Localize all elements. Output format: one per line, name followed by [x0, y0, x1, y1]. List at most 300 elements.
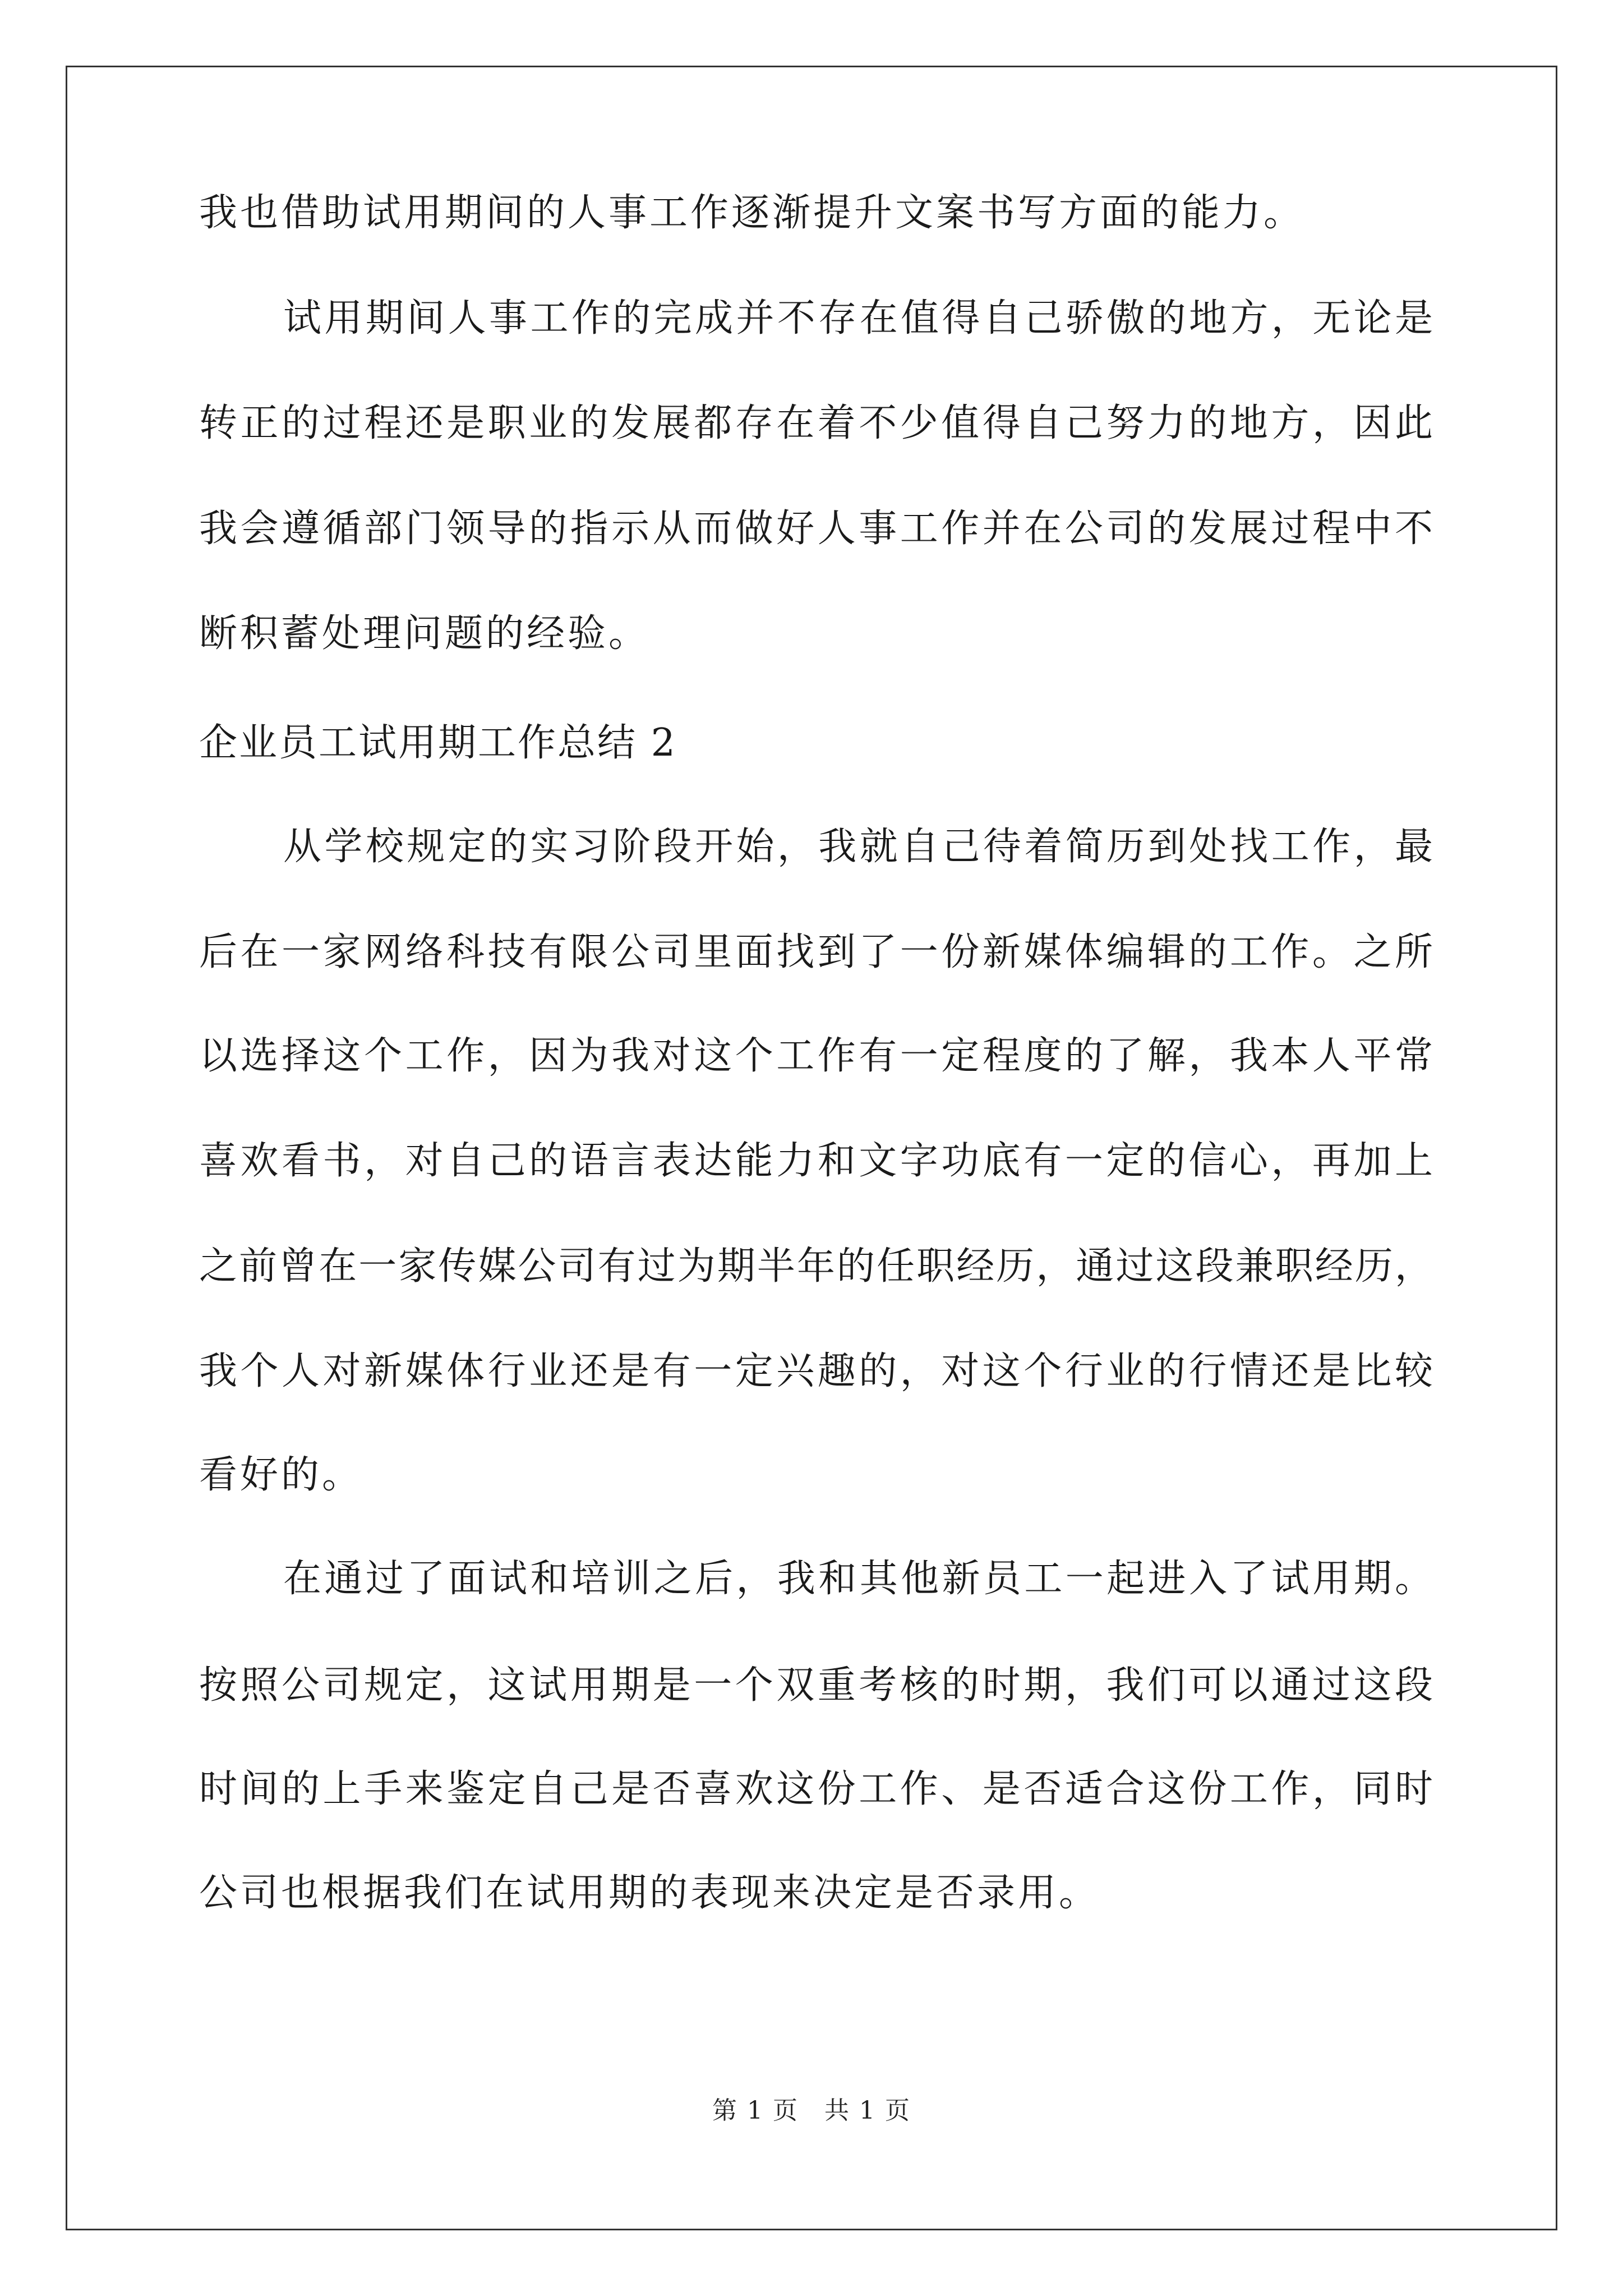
- text-line: [199, 495, 1433, 563]
- glyph: 作: [941, 507, 980, 551]
- glyph: 过: [322, 401, 361, 445]
- glyph: 一: [1065, 1557, 1104, 1601]
- glyph: 本: [1271, 1034, 1310, 1078]
- glyph: 的: [837, 1244, 875, 1289]
- glyph: 欢: [240, 1139, 279, 1183]
- glyph: 底: [982, 1139, 1021, 1183]
- text-line: 我也借助试用期间的人事工作逐渐提升文案书写方面的能力。: [199, 191, 1305, 235]
- glyph: 的: [1147, 1349, 1186, 1393]
- glyph: 试: [1271, 1557, 1310, 1601]
- glyph: 经: [1315, 1244, 1353, 1289]
- glyph: 展: [1229, 507, 1268, 551]
- glyph: ，: [1271, 1139, 1310, 1183]
- glyph: 在: [319, 1244, 357, 1289]
- glyph: 试: [489, 1557, 528, 1601]
- glyph: 待: [983, 825, 1021, 869]
- glyph: 到: [1147, 825, 1186, 869]
- glyph: 行: [1188, 1349, 1227, 1393]
- glyph: 和: [530, 1557, 569, 1601]
- glyph: 可: [1188, 1663, 1227, 1708]
- glyph: 之: [1353, 930, 1392, 974]
- glyph: 。: [1394, 1557, 1433, 1601]
- glyph: 期: [611, 1663, 650, 1708]
- glyph: 职: [916, 1244, 955, 1289]
- glyph: ，: [777, 825, 815, 869]
- glyph: 得: [942, 296, 980, 341]
- glyph: 和: [818, 1557, 857, 1601]
- glyph: 的: [282, 401, 320, 445]
- glyph: 欢: [735, 1767, 773, 1811]
- glyph: 事: [859, 507, 897, 551]
- paragraph-first-line: [199, 1545, 1433, 1613]
- glyph: 转: [199, 401, 238, 445]
- glyph: 考: [859, 1663, 897, 1708]
- glyph: 的: [570, 401, 608, 445]
- glyph: ，: [1188, 1034, 1227, 1078]
- glyph: ，: [736, 1557, 774, 1601]
- glyph: 有: [1023, 1139, 1062, 1183]
- glyph: 定: [1106, 1139, 1145, 1183]
- glyph: 过: [365, 1557, 404, 1601]
- glyph: 这: [322, 1034, 361, 1078]
- glyph: 己: [1064, 401, 1103, 445]
- glyph: 面: [448, 1557, 486, 1601]
- glyph: 的: [612, 296, 651, 341]
- glyph: 努: [1106, 401, 1145, 445]
- glyph: 事: [489, 296, 528, 341]
- glyph: 看: [282, 1139, 320, 1183]
- glyph: 手: [364, 1767, 403, 1811]
- glyph: 期: [1353, 1557, 1392, 1601]
- glyph: 一: [694, 1349, 732, 1393]
- page-number-footer: 第 1 页 共 1 页: [712, 2096, 911, 2125]
- glyph: 份: [817, 1767, 856, 1811]
- text-line: [199, 1023, 1433, 1090]
- glyph: 按: [199, 1663, 238, 1708]
- glyph: 再: [1312, 1139, 1350, 1183]
- glyph: 人: [448, 296, 486, 341]
- glyph: 业: [529, 1349, 568, 1393]
- glyph: 是: [1394, 296, 1433, 341]
- glyph: ，: [1312, 1767, 1350, 1811]
- glyph: 否: [1023, 1767, 1062, 1811]
- glyph: 经: [956, 1244, 995, 1289]
- glyph: 训: [612, 1557, 651, 1601]
- glyph: ，: [900, 1349, 938, 1393]
- glyph: 工: [1229, 1767, 1268, 1811]
- glyph: 作: [446, 1034, 485, 1078]
- glyph: 照: [240, 1663, 279, 1708]
- glyph: 否: [652, 1767, 691, 1811]
- section-heading: 企业员工试用期工作总结 2: [199, 721, 677, 765]
- glyph: 规: [407, 825, 445, 869]
- glyph: 定: [405, 1663, 444, 1708]
- glyph: 找: [1230, 825, 1269, 869]
- glyph: ，: [1271, 296, 1310, 341]
- glyph: 个: [1023, 1349, 1062, 1393]
- glyph: 这: [1353, 1663, 1392, 1708]
- glyph: 过: [1271, 507, 1310, 551]
- glyph: 年: [796, 1244, 835, 1289]
- glyph: 就: [859, 825, 898, 869]
- glyph: 因: [529, 1034, 568, 1078]
- glyph: 会: [240, 507, 279, 551]
- glyph: 的: [1147, 296, 1186, 341]
- glyph: 定: [735, 1349, 773, 1393]
- glyph: 这: [1147, 1767, 1186, 1811]
- glyph: 我: [1229, 1034, 1268, 1078]
- glyph: 个: [364, 1034, 403, 1078]
- glyph: 历: [996, 1244, 1035, 1289]
- glyph: 入: [1188, 1557, 1227, 1601]
- glyph: 上: [322, 1767, 361, 1811]
- glyph: 这: [776, 1767, 815, 1811]
- glyph: 成: [695, 296, 734, 341]
- glyph: 起: [1106, 1557, 1145, 1601]
- glyph: 为: [677, 1244, 716, 1289]
- glyph: 上: [1394, 1139, 1433, 1183]
- glyph: 地: [1188, 296, 1227, 341]
- glyph: 言: [611, 1139, 650, 1183]
- glyph: 业: [529, 401, 568, 445]
- glyph: 新: [364, 1349, 403, 1393]
- glyph: 是: [652, 1663, 691, 1708]
- glyph: 方: [1271, 401, 1310, 445]
- glyph: 正: [240, 401, 279, 445]
- glyph: 一: [900, 1034, 938, 1078]
- glyph: 工: [1271, 825, 1310, 869]
- text-line: [199, 1128, 1433, 1195]
- glyph: 合: [1106, 1767, 1145, 1811]
- glyph: 作: [1271, 1767, 1310, 1811]
- glyph: 不: [1394, 507, 1433, 551]
- glyph: 力: [1147, 401, 1186, 445]
- glyph: 新: [942, 1557, 980, 1601]
- glyph: 工: [900, 507, 938, 551]
- glyph: 用: [1312, 1557, 1351, 1601]
- glyph: 适: [1064, 1767, 1103, 1811]
- glyph: 工: [776, 1034, 815, 1078]
- glyph: 工: [859, 1767, 897, 1811]
- glyph: 试: [529, 1663, 568, 1708]
- glyph: 程: [364, 401, 403, 445]
- glyph: 了: [1230, 1557, 1269, 1601]
- glyph: 新: [982, 930, 1021, 974]
- glyph: 个: [735, 1034, 773, 1078]
- glyph: 公: [518, 1244, 556, 1289]
- glyph: 了: [407, 1557, 445, 1601]
- glyph: 作: [1312, 825, 1351, 869]
- glyph: 喜: [694, 1767, 732, 1811]
- glyph: 这: [487, 1663, 526, 1708]
- glyph: 做: [735, 507, 773, 551]
- glyph: 情: [1229, 1349, 1268, 1393]
- glyph: 在: [1023, 507, 1062, 551]
- paragraph-first-line: [199, 285, 1433, 352]
- glyph: 通: [1271, 1663, 1310, 1708]
- glyph: ，: [1353, 825, 1392, 869]
- glyph: 定: [487, 1767, 526, 1811]
- glyph: 司: [557, 1244, 596, 1289]
- glyph: 络: [405, 930, 444, 974]
- text-line: 看好的。: [199, 1453, 363, 1497]
- glyph: 通: [324, 1557, 363, 1601]
- glyph: 文: [859, 1139, 897, 1183]
- glyph: 以: [1229, 1663, 1268, 1708]
- glyph: 一: [694, 1663, 732, 1708]
- glyph: 加: [1353, 1139, 1392, 1183]
- glyph: 遵: [282, 507, 320, 551]
- glyph: 程: [1312, 507, 1350, 551]
- glyph: 里: [694, 930, 732, 974]
- glyph: 科: [446, 930, 485, 974]
- glyph: 都: [694, 401, 732, 445]
- glyph: 己: [942, 825, 980, 869]
- glyph: 度: [1023, 1034, 1062, 1078]
- glyph: 定: [941, 1034, 980, 1078]
- glyph: 司: [322, 1663, 361, 1708]
- text-line: 公司也根据我们在试用期的表现来决定是否录用。: [199, 1871, 1100, 1915]
- glyph: ，: [487, 1034, 526, 1078]
- glyph: 是: [611, 1349, 650, 1393]
- glyph: 学: [324, 825, 363, 869]
- glyph: 间: [407, 296, 445, 341]
- glyph: 段: [653, 825, 692, 869]
- glyph: 自: [901, 825, 939, 869]
- glyph: 循: [322, 507, 361, 551]
- glyph: 作: [1271, 930, 1310, 974]
- glyph: 辑: [1147, 930, 1186, 974]
- glyph: 用: [324, 296, 363, 341]
- glyph: 导: [487, 507, 526, 551]
- glyph: 一: [1064, 1139, 1103, 1183]
- glyph: 传: [438, 1244, 477, 1289]
- glyph: 字: [900, 1139, 938, 1183]
- glyph: 人: [817, 507, 856, 551]
- glyph: 我: [199, 507, 238, 551]
- text-line: [199, 390, 1433, 457]
- glyph: 过: [1312, 1663, 1350, 1708]
- glyph: 习: [571, 825, 610, 869]
- glyph: 公: [282, 1663, 320, 1708]
- glyph: 我: [611, 1034, 650, 1078]
- glyph: 工: [530, 296, 569, 341]
- glyph: 体: [1064, 930, 1103, 974]
- glyph: 喜: [199, 1139, 238, 1183]
- text-line: [199, 919, 1433, 986]
- glyph: 在: [776, 401, 815, 445]
- glyph: 之: [199, 1244, 238, 1289]
- glyph: 技: [487, 930, 526, 974]
- glyph: 核: [900, 1663, 938, 1708]
- glyph: 得: [982, 401, 1021, 445]
- glyph: 过: [1115, 1244, 1154, 1289]
- glyph: 阶: [612, 825, 651, 869]
- glyph: 份: [941, 930, 980, 974]
- glyph: 这: [694, 1034, 732, 1078]
- glyph: 从: [283, 825, 322, 869]
- glyph: 己: [570, 1767, 608, 1811]
- glyph: 我: [777, 1557, 815, 1601]
- glyph: 定: [448, 825, 486, 869]
- glyph: 业: [1106, 1349, 1145, 1393]
- glyph: 我: [1106, 1663, 1145, 1708]
- glyph: 的: [1188, 930, 1227, 974]
- glyph: 试: [283, 296, 322, 341]
- text-line: 断积蓄处理问题的经验。: [199, 611, 650, 656]
- glyph: 解: [1147, 1034, 1186, 1078]
- glyph: 书: [322, 1139, 361, 1183]
- glyph: 的: [1064, 1034, 1103, 1078]
- glyph: 自: [529, 1767, 568, 1811]
- glyph: 存: [735, 401, 773, 445]
- glyph: 实: [530, 825, 569, 869]
- glyph: 、: [941, 1767, 980, 1811]
- glyph: 了: [859, 930, 897, 974]
- glyph: 进: [1147, 1557, 1186, 1601]
- glyph: 同: [1353, 1767, 1392, 1811]
- glyph: 的: [859, 1349, 897, 1393]
- glyph: 期: [365, 296, 404, 341]
- glyph: 体: [446, 1349, 485, 1393]
- glyph: 网: [364, 930, 403, 974]
- glyph: 人: [1312, 1034, 1350, 1078]
- glyph: 职: [1275, 1244, 1313, 1289]
- glyph: ，: [1394, 1244, 1433, 1289]
- glyph: 心: [1229, 1139, 1268, 1183]
- text-line: [199, 1652, 1433, 1719]
- glyph: 面: [735, 930, 773, 974]
- glyph: 作: [571, 296, 610, 341]
- glyph: 历: [1354, 1244, 1393, 1289]
- glyph: 自: [1023, 401, 1062, 445]
- glyph: 作: [900, 1767, 938, 1811]
- glyph: 不: [777, 296, 815, 341]
- glyph: 自: [446, 1139, 485, 1183]
- glyph: 的: [1147, 1139, 1186, 1183]
- glyph: 中: [1353, 507, 1392, 551]
- glyph: 的: [529, 1139, 568, 1183]
- glyph: 有: [859, 1034, 897, 1078]
- glyph: 不: [859, 401, 897, 445]
- glyph: 值: [901, 296, 939, 341]
- glyph: 发: [1188, 507, 1227, 551]
- glyph: 傲: [1106, 296, 1145, 341]
- glyph: 一: [900, 930, 938, 974]
- glyph: 他: [901, 1557, 939, 1601]
- glyph: 段: [1394, 1663, 1433, 1708]
- glyph: 规: [364, 1663, 403, 1708]
- glyph: 找: [776, 930, 815, 974]
- glyph: 前: [239, 1244, 278, 1289]
- glyph: 是: [1312, 1349, 1350, 1393]
- glyph: 后: [199, 930, 238, 974]
- glyph: ，: [1036, 1244, 1075, 1289]
- glyph: 因: [1353, 401, 1392, 445]
- glyph: 我: [818, 825, 857, 869]
- glyph: ，: [1312, 401, 1350, 445]
- glyph: 公: [611, 930, 650, 974]
- glyph: 段: [1195, 1244, 1234, 1289]
- glyph: 平: [1353, 1034, 1392, 1078]
- glyph: 对: [405, 1139, 444, 1183]
- glyph: 。: [1312, 930, 1350, 974]
- glyph: 选: [240, 1034, 279, 1078]
- glyph: 达: [694, 1139, 732, 1183]
- glyph: 力: [776, 1139, 815, 1183]
- glyph: 己: [487, 1139, 526, 1183]
- glyph: 是: [446, 401, 485, 445]
- glyph: 最: [1394, 825, 1433, 869]
- glyph: 较: [1394, 1349, 1433, 1393]
- glyph: 编: [1106, 930, 1145, 974]
- glyph: 在: [240, 930, 279, 974]
- glyph: 无: [1312, 296, 1351, 341]
- glyph: 后: [695, 1557, 734, 1601]
- glyph: 着: [1024, 825, 1063, 869]
- glyph: 作: [817, 1034, 856, 1078]
- glyph: 的: [282, 1767, 320, 1811]
- paragraph-first-line: [199, 813, 1433, 881]
- glyph: 有: [529, 930, 568, 974]
- glyph: 之: [653, 1557, 692, 1601]
- glyph: ，: [364, 1139, 403, 1183]
- glyph: 份: [1188, 1767, 1227, 1811]
- glyph: 自: [983, 296, 1021, 341]
- glyph: 发: [611, 401, 650, 445]
- glyph: 历: [1106, 825, 1145, 869]
- glyph: 其: [859, 1557, 898, 1601]
- glyph: 为: [570, 1034, 608, 1078]
- glyph: 的: [489, 825, 528, 869]
- glyph: 趣: [817, 1349, 856, 1393]
- glyph: 这: [982, 1349, 1021, 1393]
- glyph: 兴: [776, 1349, 815, 1393]
- glyph: 存: [818, 296, 857, 341]
- glyph: 半: [757, 1244, 795, 1289]
- glyph: 而: [694, 507, 732, 551]
- glyph: 行: [1064, 1349, 1103, 1393]
- glyph: 任: [877, 1244, 915, 1289]
- glyph: 员: [983, 1557, 1021, 1601]
- glyph: 开: [695, 825, 734, 869]
- glyph: 来: [405, 1767, 444, 1811]
- glyph: 对: [322, 1349, 361, 1393]
- glyph: 时: [982, 1663, 1021, 1708]
- glyph: 从: [652, 507, 691, 551]
- glyph: 始: [736, 825, 774, 869]
- glyph: 在: [859, 296, 898, 341]
- glyph: 司: [652, 930, 691, 974]
- glyph: 的: [529, 507, 568, 551]
- glyph: 工: [405, 1034, 444, 1078]
- glyph: 完: [653, 296, 692, 341]
- glyph: 通: [1076, 1244, 1114, 1289]
- glyph: 家: [322, 930, 361, 974]
- glyph: 职: [487, 401, 526, 445]
- glyph: 着: [817, 401, 856, 445]
- glyph: 和: [817, 1139, 856, 1183]
- text-line: [199, 1338, 1433, 1405]
- glyph: 在: [283, 1557, 322, 1601]
- glyph: 是: [982, 1767, 1021, 1811]
- glyph: 部: [364, 507, 403, 551]
- glyph: 曾: [279, 1244, 317, 1289]
- glyph: 是: [611, 1767, 650, 1811]
- text-line: [199, 1233, 1433, 1300]
- glyph: 双: [776, 1663, 815, 1708]
- text-line: [199, 1756, 1433, 1823]
